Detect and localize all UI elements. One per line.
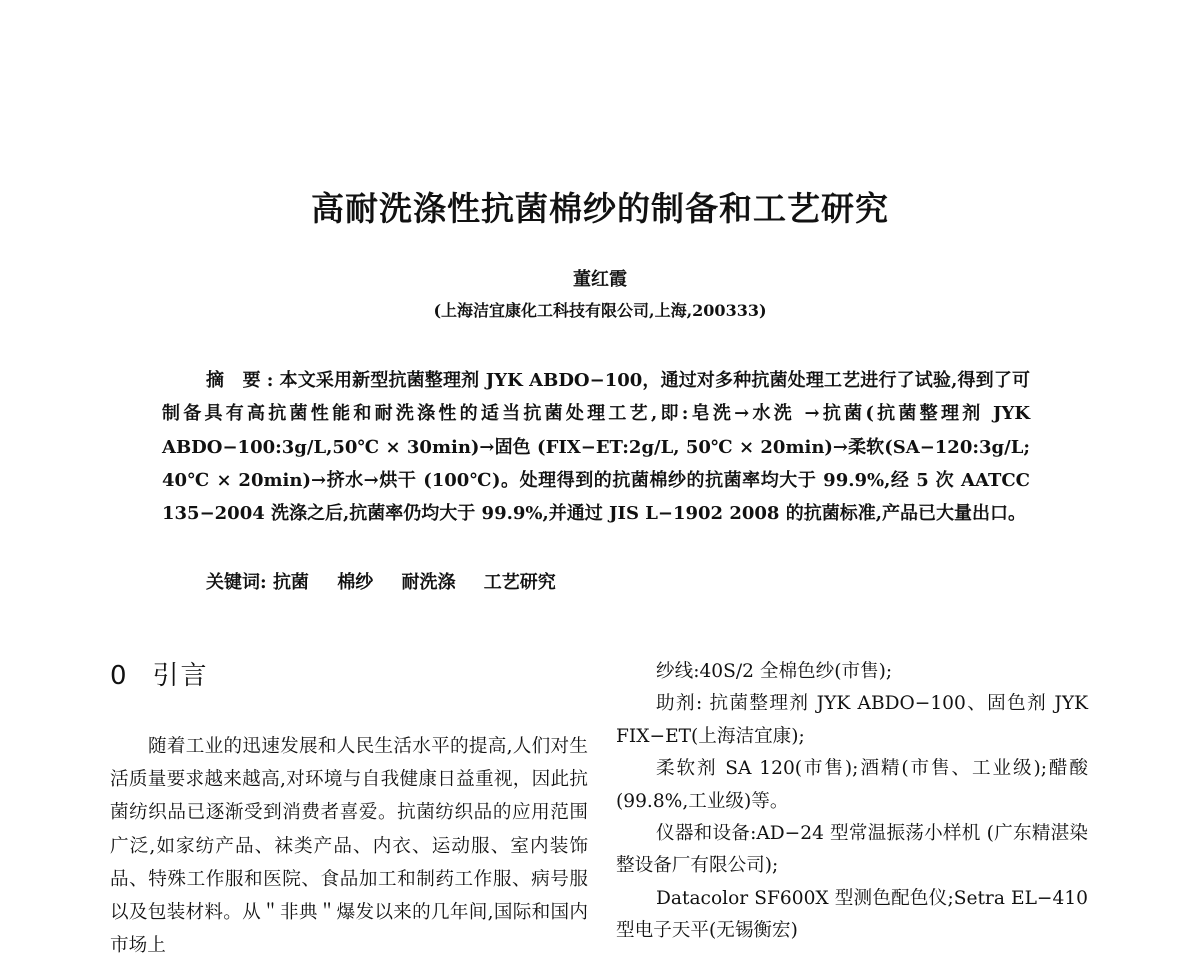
instruments-continued: Datacolor SF600X 型测色配色仪;Setra EL−410 型电子天平(无锡衡宏)	[616, 887, 1088, 942]
paper-title: 高耐洗涤性抗菌棉纱的制备和工艺研究	[311, 189, 889, 228]
right-column	[616, 656, 1088, 948]
materials-auxiliaries: 助剂: 抗菌整理剂 JYK ABDO−100、固色剂 JYK FIX−ET(上海洁宜康);	[616, 693, 1088, 747]
body-paragraph: 随着工业的迅速发展和人民生活水平的提高,人们对生活质量要求越来越高,对环境与自我健康日益重视，因此抗菌纺织品已逐渐受到消费者喜爱。抗菌纺织品的应用范围广泛,如家纺产品、袜类产品、内衣、运动服、室内装饰品、特殊工作服和医院、食品加工和制药工作服、病号服以及包装材料。从＂非典＂爆发以来的几年间,国际和国内市场上	[110, 736, 588, 957]
left-column	[110, 730, 588, 962]
abstract-text: 本文采用新型抗菌整理剂 JYK ABDO−100，通过对多种抗菌处理工艺进行了试验,得到了可制备具有高抗菌性能和耐洗涤性的适当抗菌处理工艺,即:皂洗→水洗 →抗菌(抗菌整理剂 JYK ABDO−100:3g/L,50℃ × 30min)→固色 (FIX−ET:2g/L, 50℃ × 20min)→柔软(SA−120:3g/L; 40℃ × 20min)→挤水→烘干 (100℃)。处理得到的抗菌棉纱的抗菌率均大于 99.9%,经 5 次 AATCC 135−2004 洗涤之后,抗菌率仍均大于 99.9%,并通过 JIS L−1902 2008 的抗菌标准,产品已大量出口。	[162, 370, 1030, 525]
abstract-label: 摘 要:	[206, 370, 280, 391]
abstract	[162, 364, 1030, 530]
keyword: 工艺研究	[483, 572, 556, 593]
section-title: 引言	[152, 661, 209, 691]
keywords-label: 关键词:	[206, 572, 267, 593]
keyword: 抗菌	[272, 572, 309, 593]
section-heading	[110, 655, 209, 692]
keyword: 棉纱	[337, 572, 374, 593]
section-number: 0	[110, 661, 129, 691]
keyword: 耐洗涤	[401, 572, 456, 593]
affiliation: (上海洁宜康化工科技有限公司,上海,200333)	[433, 301, 767, 320]
author-name: 董红霞	[573, 269, 627, 290]
materials-yarn: 纱线:40S/2 全棉色纱(市售);	[656, 661, 893, 682]
instruments: 仪器和设备:AD−24 型常温振荡小样机 (广东精湛染整设备厂有限公司);	[616, 823, 1088, 877]
keywords	[206, 568, 578, 594]
materials-softener: 柔软剂 SA 120(市售);酒精(市售、工业级);醋酸(99.8%,工业级)等。	[616, 758, 1088, 812]
